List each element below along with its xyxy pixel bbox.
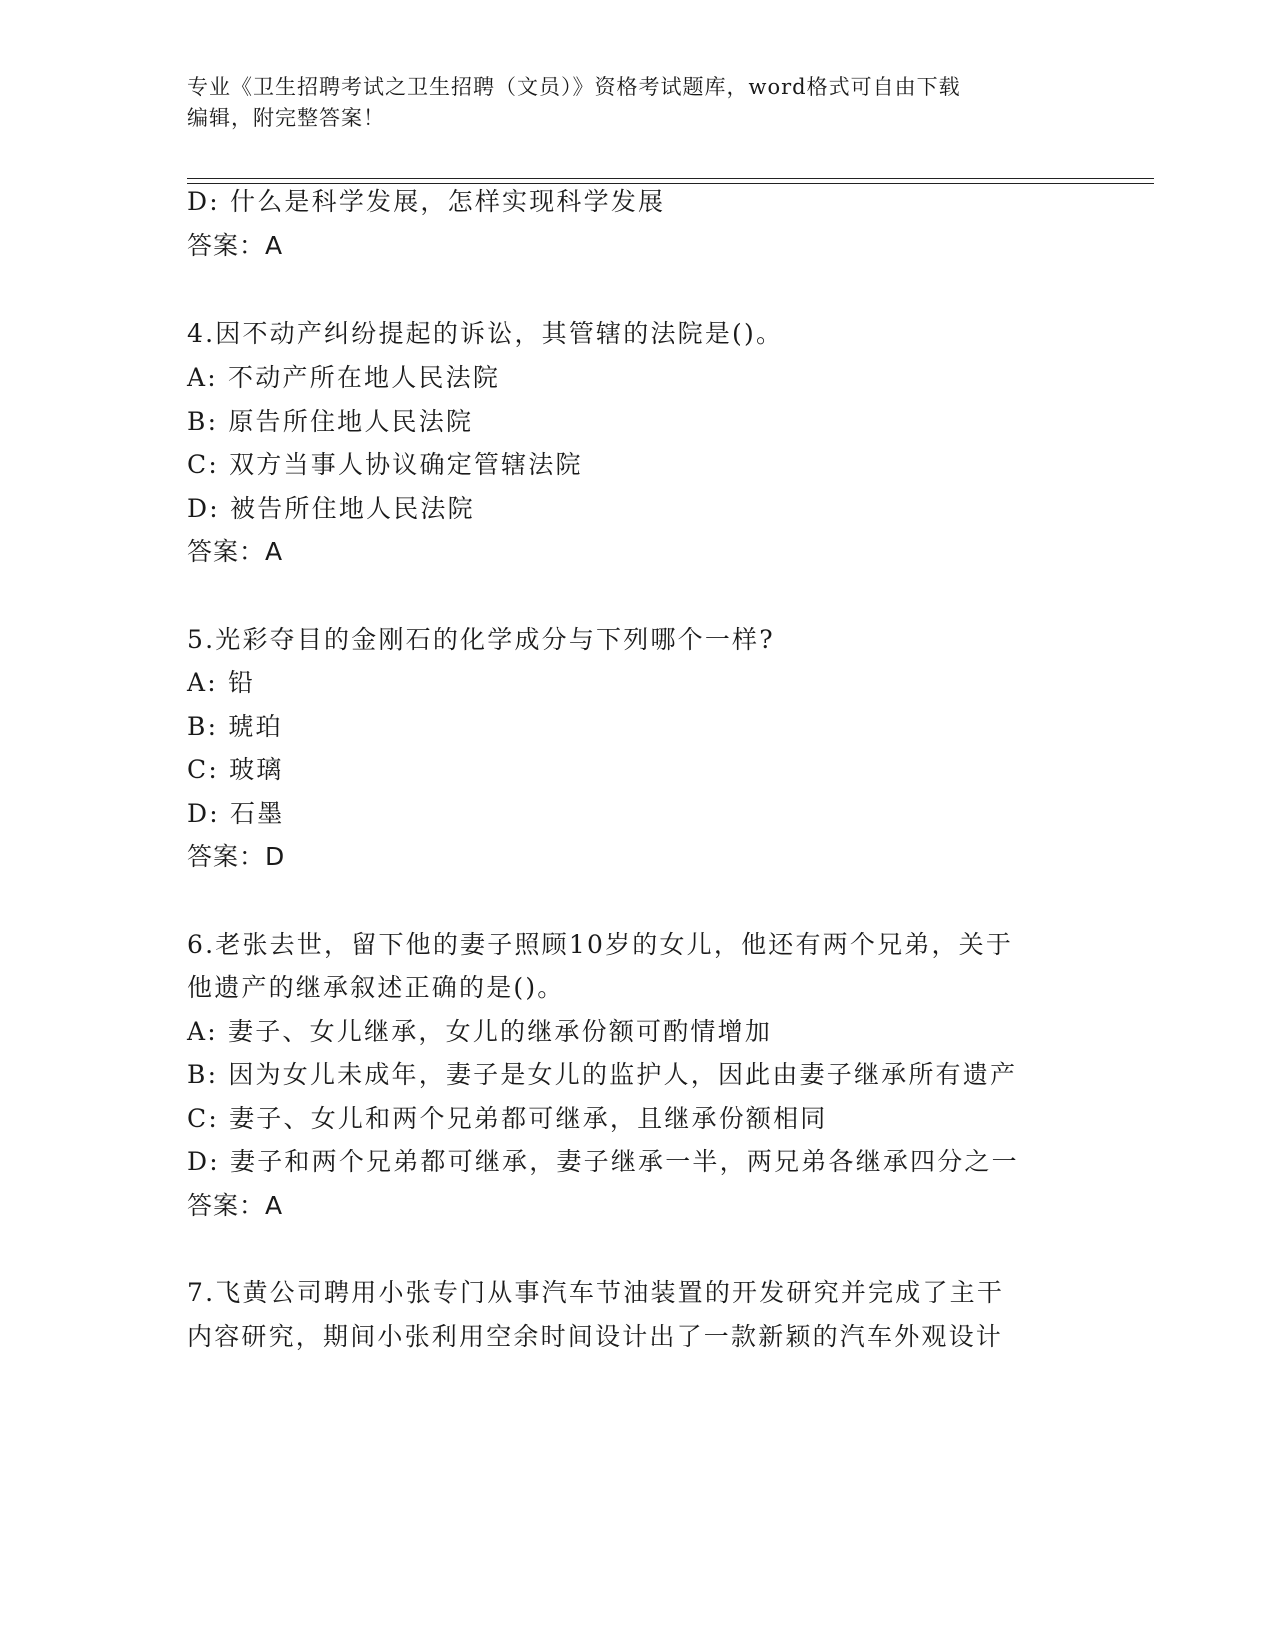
- q6-question-line-1: 6.老张去世，留下他的妻子照顾10岁的女儿，他还有两个兄弟，关于: [187, 930, 1014, 959]
- q5-option-d: D: 石墨: [187, 799, 285, 828]
- q3-answer: 答案：A: [187, 231, 284, 260]
- q6-answer: 答案：A: [187, 1191, 284, 1220]
- q4-option-c: C: 双方当事人协议确定管辖法院: [187, 450, 583, 479]
- q6-question-line-2: 他遗产的继承叙述正确的是()。: [187, 973, 565, 1002]
- q5-option-c: C: 玻璃: [187, 755, 284, 784]
- q4-option-d: D: 被告所住地人民法院: [187, 494, 475, 523]
- q4-answer: 答案：A: [187, 537, 284, 566]
- header-line-2: 编辑，附完整答案！: [187, 106, 385, 130]
- q5-option-b: B: 琥珀: [187, 712, 283, 741]
- q7-question-line-2: 内容研究，期间小张利用空余时间设计出了一款新颖的汽车外观设计: [187, 1322, 1004, 1351]
- q6-option-c: C: 妻子、女儿和两个兄弟都可继承，且继承份额相同: [187, 1104, 828, 1133]
- header-line-1: 专业《卫生招聘考试之卫生招聘（文员）》资格考试题库，word格式可自由下载: [187, 75, 961, 99]
- header-divider-top: [187, 178, 1154, 179]
- q4-option-a: A: 不动产所在地人民法院: [187, 363, 501, 392]
- q4-option-b: B: 原告所住地人民法院: [187, 407, 474, 436]
- header-divider-bottom: [187, 183, 1154, 184]
- q3-option-d: D: 什么是科学发展，怎样实现科学发展: [187, 187, 666, 216]
- q5-question: 5.光彩夺目的金刚石的化学成分与下列哪个一样?: [187, 625, 775, 654]
- q5-option-a: A: 铅: [187, 668, 256, 697]
- q4-question: 4.因不动产纠纷提起的诉讼，其管辖的法院是()。: [187, 319, 784, 348]
- q5-answer: 答案：D: [187, 842, 286, 871]
- q7-question-line-1: 7.飞黄公司聘用小张专门从事汽车节油装置的开发研究并完成了主干: [187, 1278, 1005, 1307]
- document-header: [187, 72, 1067, 134]
- q6-option-b: B: 因为女儿未成年，妻子是女儿的监护人，因此由妻子继承所有遗产: [187, 1060, 1018, 1089]
- q6-option-a: A: 妻子、女儿继承，女儿的继承份额可酌情增加: [187, 1017, 773, 1046]
- q6-option-d: D: 妻子和两个兄弟都可继承，妻子继承一半，两兄弟各继承四分之一: [187, 1147, 1019, 1176]
